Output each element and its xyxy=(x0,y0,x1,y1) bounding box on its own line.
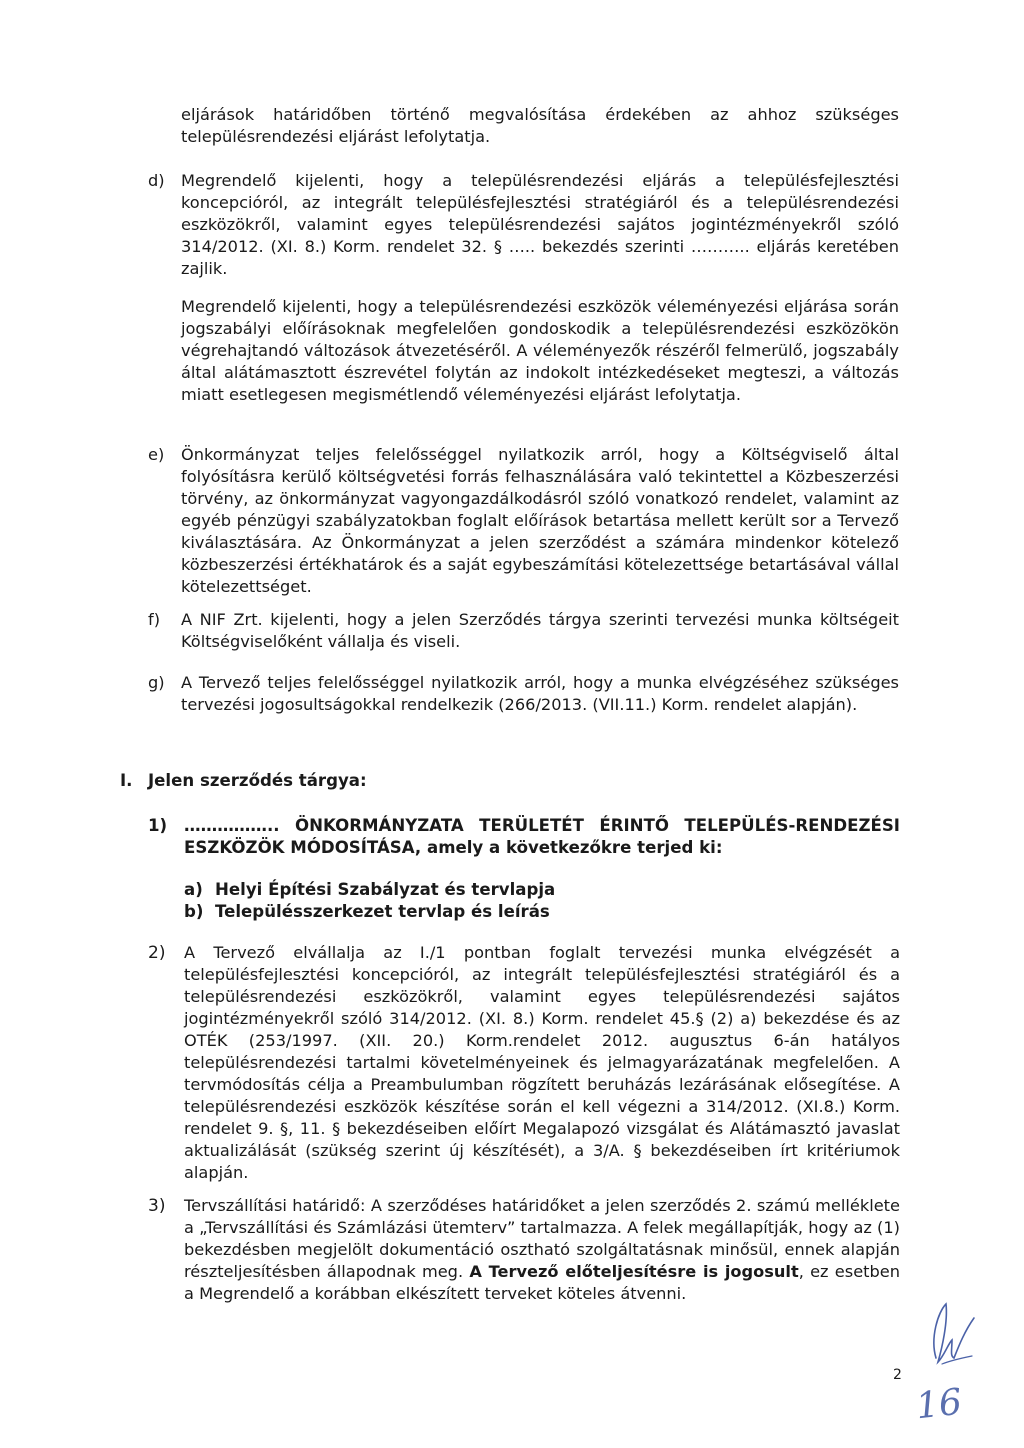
section-title: Jelen szerződés tárgya: xyxy=(148,771,367,790)
point-3-text-before: Tervszállítási határidő: A szerződéses határidőket a jelen szerződés 2. számú melléklete a „Tervszállítási és Számlázási ütemterv” tartalmazza. A felek megállapítják, hogy az (1) bekezdésben megjelölt dokumentáció osztható szolgáltatásnak minősül, ennek alapján részteljesítésben állapodnak meg. xyxy=(184,1196,900,1281)
point-1-sub-b: Településszerkezet tervlap és leírás xyxy=(215,902,550,921)
point-1-sub-a: Helyi Építési Szabályzat és tervlapja xyxy=(215,880,556,899)
point-3-bold-text: A Tervező előteljesítésre is jogosult xyxy=(469,1262,799,1281)
item-d-paragraph-2: Megrendelő kijelenti, hogy a településrendezési eszközök véleményezési eljárása során jogszabályi előírásoknak megfelelően gondoskodik a településrendezési eszközökön végrehajtandó változások átvezetéséről. A véleményezők részéről felmerülő, jogszabály által alátámasztott észrevétel folytán az indokolt intézkedéseket megteszi, a változás miatt esetlegesen megismétlendő véleményezési eljárást lefolytatja. xyxy=(181,297,899,404)
item-f-label: f) xyxy=(148,610,161,629)
item-g-paragraph: A Tervező teljes felelősséggel nyilatkozik arról, hogy a munka elvégzéséhez szükséges tervezési jogosultságokkal rendelkezik (266/2013. (VII.11.) Korm. rendelet alapján). xyxy=(181,673,899,714)
point-1-sub-b-label: b) xyxy=(184,902,204,921)
item-f-paragraph: A NIF Zrt. kijelenti, hogy a jelen Szerződés tárgya szerinti tervezési munka költségeit Költségviselőként vállalja és viseli. xyxy=(181,610,899,651)
item-d-label: d) xyxy=(148,171,165,190)
point-1-text: …………….. ÖNKORMÁNYZATA TERÜLETÉT ÉRINTŐ TELEPÜLÉS-RENDEZÉSI ESZKÖZÖK MÓDOSÍTÁSA, amely a következőkre terjed ki: xyxy=(184,816,900,857)
point-1-label: 1) xyxy=(148,816,168,835)
point-3-label: 3) xyxy=(148,1196,166,1216)
point-1-sub-a-label: a) xyxy=(184,880,203,899)
section-number: I. xyxy=(120,771,133,790)
intro-paragraph: eljárások határidőben történő megvalósítása érdekében az ahhoz szükséges településrendezési eljárást lefolytatja. xyxy=(181,105,899,146)
point-2-paragraph: A Tervező elvállalja az I./1 pontban foglalt tervezési munka elvégzését a településfejlesztési koncepcióról, az integrált településfejlesztési stratégiáról és a településrendezési eszközökről, valamint egyes településrendezési sajátos jogintézményekről szóló 314/2012. (XI. 8.) Korm. rendelet 45.§ (2) a) bekezdése és az OTÉK (253/1997. (XII. 20.) Korm.rendelet 2012. augusztus 6-án hatályos településrendezési tartalmi követelményeinek és jelmagyarázatának megfelelően. A tervmódosítás célja a Preambulumban rögzített beruházás lezárásának elősegítése. A településrendezési eszközök készítése során el kell végezni a 314/2012. (XI.8.) Korm. rendelet 9. §, 11. § bekezdéseiben előírt Megalapozó vizsgálat és Alátámasztó javaslat aktualizálását (szükség szerint új készítését), a 3/A. § bekezdéseiben írt kritériumok alapján. xyxy=(184,943,900,1182)
point-3-text-after: , ez esetben a Megrendelő a korábban elkészített terveket köteles átvenni. xyxy=(184,1262,900,1303)
item-e-label: e) xyxy=(148,445,165,464)
handwritten-initials-signature xyxy=(922,1298,982,1380)
item-e-paragraph: Önkormányzat teljes felelősséggel nyilatkozik arról, hogy a Költségviselő által folyósításra kerülő költségvetési forrás felhasználására való tekintettel a Közbeszerzési törvény, az önkormányzat vagyongazdálkodásról szóló vonatkozó rendelet, valamint az egyéb pénzügyi szabályzatokban foglalt előírások betartása mellett került sor a Tervező kiválasztására. Az Önkormányzat a jelen szerződést a számára mindenkor kötelező közbeszerzési értékhatárok és a saját egybeszámítási kötelezettsége betartásával vállal kötelezettséget. xyxy=(181,445,899,596)
handwritten-page-number: 16 xyxy=(913,1381,964,1428)
page-number: 2 xyxy=(893,1367,902,1383)
item-d-paragraph-1: Megrendelő kijelenti, hogy a településrendezési eljárás a településfejlesztési koncepcióról, az integrált településfejlesztési stratégiáról és a településrendezési eszközökről, valamint egyes településrendezési sajátos jogintézményekről szóló 314/2012. (XI. 8.) Korm. rendelet 32. § ….. bekezdés szerinti ……….. eljárás keretében zajlik. xyxy=(181,171,899,278)
point-2-label: 2) xyxy=(148,943,166,963)
item-g-label: g) xyxy=(148,673,165,692)
point-3-paragraph xyxy=(184,1195,900,1305)
